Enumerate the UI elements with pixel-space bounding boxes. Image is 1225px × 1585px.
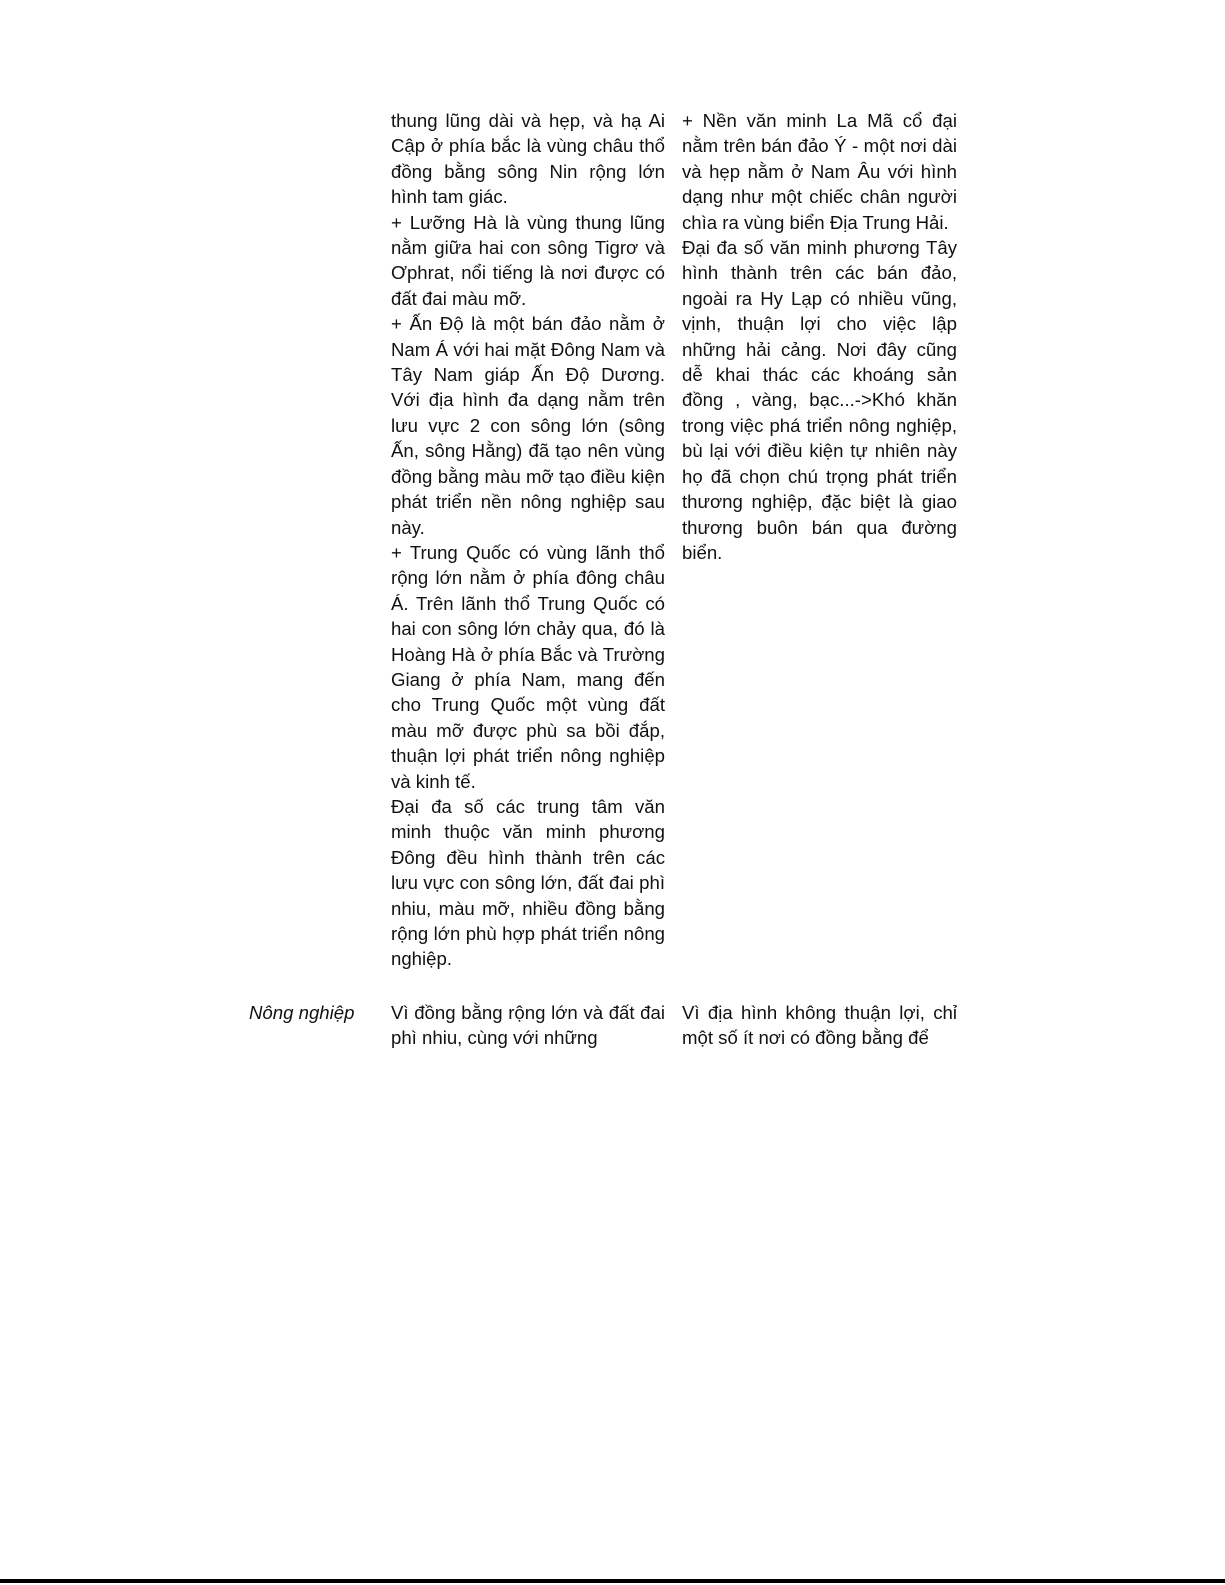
east-mesopotamia-paragraph: + Lưỡng Hà là vùng thung lũng nằm giữa hai con sông Tigrơ và Ơphrat, nổi tiếng là nơi được có đất đai màu mỡ. <box>391 211 665 309</box>
east-india-paragraph: + Ấn Độ là một bán đảo nằm ở Nam Á với hai mặt Đông Nam và Tây Nam giáp Ấn Độ Dương. Với địa hình đa dạng nằm trên lưu vực 2 con sông lớn (sông Ấn, sông Hằng) đã tạo nên vùng đồng bằng màu mỡ tạo điều kiện phát triển nền nông nghiệp sau này. <box>391 313 665 538</box>
west-agriculture-text: Vì địa hình không thuận lợi, chỉ một số ít nơi có đồng bằng để <box>682 1002 957 1049</box>
east-summary-paragraph: Đại đa số các trung tâm văn minh thuộc văn minh phương Đông đều hình thành trên các lưu vực con sông lớn, đất đai phì nhiu, màu mỡ, nhiều đồng bằng rộng lớn phù hợp phát triển nông nghiệp. <box>391 795 665 970</box>
east-geography-cell <box>391 108 665 972</box>
page-bottom-border <box>0 1579 1225 1583</box>
east-agriculture-text: Vì đồng bằng rộng lớn và đất đai phì nhiu, cùng với những <box>391 1002 665 1049</box>
agriculture-row-label: Nông nghiệp <box>249 1002 355 1023</box>
west-summary-paragraph: Đại đa số văn minh phương Tây hình thành trên các bán đảo, ngoài ra Hy Lạp có nhiều vũng, vịnh, thuận lợi cho việc lập những hải cảng. Nơi đây cũng dễ khai thác các khoáng sản đồng , vàng, bạc...->Khó khăn trong việc phá triển nông nghiệp, bù lại với điều kiện tự nhiên này họ đã chọn chú trọng phát triển thương nghiệp, đặc biệt là giao thương buôn bán qua đường biển. <box>682 237 957 563</box>
west-rome-paragraph: + Nền văn minh La Mã cổ đại nằm trên bán đảo Ý - một nơi dài và hẹp nằm ở Nam Âu với hình dạng như một chiếc chân người chìa ra vùng biển Địa Trung Hải. <box>682 110 957 233</box>
east-china-paragraph: + Trung Quốc có vùng lãnh thổ rộng lớn nằm ở phía đông châu Á. Trên lãnh thổ Trung Quốc có hai con sông lớn chảy qua, đó là Hoàng Hà ở phía Bắc và Trường Giang ở phía Nam, mang đến cho Trung Quốc một vùng đất màu mỡ được phù sa bồi đắp, thuận lợi phát triển nông nghiệp và kinh tế. <box>391 541 665 792</box>
east-agriculture-cell <box>391 1000 665 1051</box>
west-agriculture-cell <box>682 1000 957 1051</box>
east-egypt-paragraph: thung lũng dài và hẹp, và hạ Ai Cập ở phía bắc là vùng châu thổ đồng bằng sông Nin rộng lớn hình tam giác. <box>391 110 665 208</box>
west-geography-cell <box>682 108 957 565</box>
